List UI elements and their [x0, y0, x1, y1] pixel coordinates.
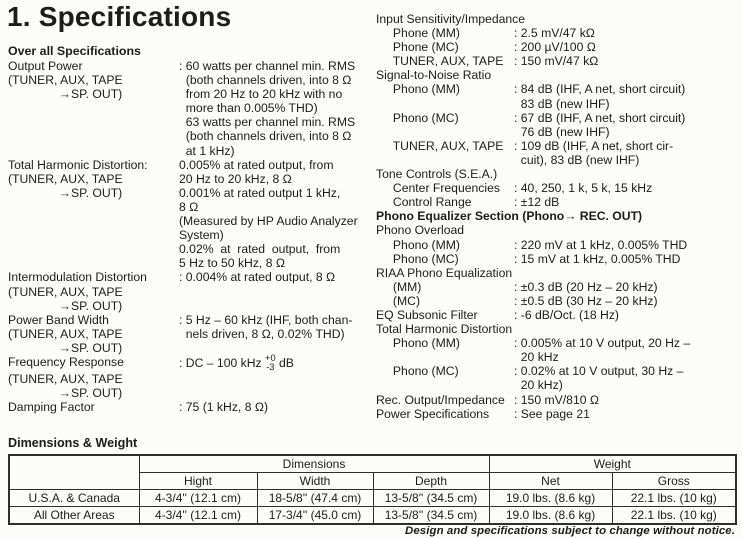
spec-value [514, 223, 742, 237]
spec-value [514, 266, 742, 280]
spec-line [376, 12, 742, 26]
spec-value: 5 Hz to 50 kHz, 8 Ω [179, 256, 285, 271]
cell-depth: 13-5/8'' (34.5 cm) [373, 490, 489, 507]
spec-value: 20 kHz) [514, 378, 563, 393]
spec-line [376, 378, 742, 392]
spec-value: (both channels driven, into 8 Ω [179, 73, 352, 88]
spec-line [8, 242, 376, 256]
spec-line [376, 223, 742, 237]
spec-line [8, 256, 376, 270]
spec-value: 20 kHz [514, 350, 559, 365]
spec-label: →SP. OUT) [8, 340, 123, 355]
spec-value [642, 209, 742, 223]
spec-label: Total Harmonic Distortion: [8, 157, 148, 172]
spec-label [376, 125, 514, 139]
spec-label: Damping Factor [8, 400, 95, 415]
overall-specifications-column [8, 44, 376, 414]
spec-label: TUNER, AUX, TAPE [376, 138, 504, 153]
spec-value: : ±0.3 dB (20 Hz – 20 kHz) [514, 279, 658, 294]
col-header-gross: Gross [612, 473, 736, 490]
spec-label: TUNER, AUX, TAPE [376, 54, 504, 69]
col-header-net: Net [489, 473, 612, 490]
spec-line [8, 327, 376, 341]
spec-label: Phono (MM) [376, 336, 460, 351]
spec-line [376, 280, 742, 294]
spec-label: (TUNER, AUX, TAPE [8, 284, 123, 299]
spec-value: (Measured by HP Audio Analyzer [179, 214, 358, 229]
spec-value [525, 12, 742, 26]
spec-label: (MM) [376, 279, 422, 294]
spec-line [376, 350, 742, 364]
footer-disclaimer: Design and specifications subject to change without notice. [405, 525, 735, 537]
spec-line [8, 372, 376, 386]
spec-value: : See page 21 [514, 406, 590, 421]
spec-value: at 1 kHz) [179, 143, 235, 158]
spec-line [376, 322, 742, 336]
tolerance-upper: +0 [265, 352, 276, 363]
spec-label: Phone (MM) [376, 26, 460, 41]
spec-label: Rec. Output/Impedance [376, 392, 505, 407]
region-label: All Other Areas [9, 507, 139, 525]
spec-line [376, 68, 742, 82]
spec-value: from 20 Hz to 20 kHz with no [179, 87, 343, 102]
cell-hight: 4-3/4'' (12.1 cm) [139, 490, 257, 507]
spec-line [376, 82, 742, 96]
spec-label: Signal-to-Noise Ratio [376, 68, 492, 83]
spec-line [8, 144, 376, 158]
spec-value: : 0.02% at 10 V output, 30 Hz – [514, 364, 684, 379]
spec-line [8, 386, 376, 400]
spec-line [376, 364, 742, 378]
spec-label: →SP. OUT) [8, 185, 123, 200]
spec-line [8, 115, 376, 129]
dimensions-weight-section [8, 436, 735, 525]
spec-label: (TUNER, AUX, TAPE [8, 372, 123, 387]
spec-value: : 109 dB (IHF, A net, short cir- [514, 138, 674, 153]
spec-line [8, 400, 376, 414]
spec-line [8, 186, 376, 200]
spec-line [8, 172, 376, 186]
spec-line [376, 40, 742, 54]
spec-label [8, 144, 179, 158]
col-header-depth: Depth [373, 473, 489, 490]
cell-hight: 4-3/4'' (12.1 cm) [139, 507, 257, 525]
spec-label: →SP. OUT) [8, 386, 123, 401]
spec-value: : -6 dB/Oct. (18 Hz) [514, 307, 619, 322]
spec-label: Intermodulation Distortion [8, 270, 147, 285]
group-header-weight: Weight [489, 455, 736, 473]
spec-line [376, 139, 742, 153]
spec-value: 8 Ω [179, 199, 199, 214]
spec-line [8, 59, 376, 73]
spec-value: : ±0.5 dB (30 Hz – 20 kHz) [514, 293, 658, 308]
spec-line [8, 270, 376, 284]
spec-line [376, 308, 742, 322]
spec-value: (both channels driven, into 8 Ω [179, 129, 352, 144]
spec-value: : 75 (1 kHz, 8 Ω) [179, 400, 269, 415]
overall-specifications-header: Over all Specifications [8, 44, 141, 58]
spec-line [8, 352, 376, 372]
spec-value [179, 341, 376, 355]
table-row-usa-canada [9, 490, 736, 507]
spec-line [376, 336, 742, 350]
spec-value [179, 352, 376, 372]
overall-specifications-lines [8, 59, 376, 414]
spec-value: : ±12 dB [514, 195, 560, 210]
spec-label [8, 200, 179, 214]
spec-value [179, 372, 376, 386]
spec-label: Power Band Width [8, 312, 109, 327]
spec-value: : 220 mV at 1 kHz, 0.005% THD [514, 237, 688, 252]
spec-value [514, 167, 742, 181]
spec-line [8, 313, 376, 327]
spec-label: Output Power [8, 59, 83, 73]
spec-label [8, 101, 179, 115]
tolerance-lower: -3 [266, 361, 275, 372]
spec-line [8, 200, 376, 214]
spec-line [376, 125, 742, 139]
spec-label: (TUNER, AUX, TAPE [8, 171, 123, 186]
spec-value: : 84 dB (IHF, A net, short circuit) [514, 82, 686, 97]
spec-value: 0.001% at rated output 1 kHz, [179, 185, 341, 200]
table-row-all-other-areas [9, 507, 736, 525]
dimensions-weight-title: Dimensions & Weight [8, 436, 138, 450]
spec-label: Input Sensitivity/Impedance [376, 12, 526, 26]
spec-label: Total Harmonic Distortion [376, 322, 513, 337]
spec-line [8, 101, 376, 115]
col-header-width: Width [257, 473, 373, 490]
spec-value: 0.02% at rated output, from [179, 242, 341, 257]
spec-line [376, 195, 742, 209]
region-label: U.S.A. & Canada [9, 490, 139, 507]
spec-label: (TUNER, AUX, TAPE [8, 326, 123, 341]
spec-value: : 0.004% at rated output, 8 Ω [179, 270, 336, 285]
spec-value: : 60 watts per channel min. RMS [179, 59, 356, 73]
spec-line [376, 407, 742, 421]
spec-line [376, 209, 742, 223]
frac-pre: : DC – 100 kHz [179, 355, 266, 370]
spec-value: cuit), 83 dB (new IHF) [514, 152, 640, 167]
spec-value: : 2.5 mV/47 kΩ [514, 26, 595, 41]
spec-label [8, 228, 179, 242]
spec-line [376, 181, 742, 195]
spec-label [376, 153, 514, 167]
spec-label: →SP. OUT) [8, 87, 123, 102]
spec-line [8, 228, 376, 242]
spec-label [376, 350, 514, 364]
spec-label [8, 214, 179, 228]
spec-line [376, 153, 742, 167]
spec-line [376, 393, 742, 407]
spec-label: Phono (MM) [376, 82, 460, 97]
cell-net: 19.0 lbs. (8.6 kg) [489, 507, 612, 525]
spec-line [8, 87, 376, 101]
spec-value: 83 dB (new IHF) [514, 96, 610, 111]
spec-value: : 0.005% at 10 V output, 20 Hz – [514, 336, 691, 351]
spec-label: Phono (MC) [376, 364, 459, 379]
spec-value: : 5 Hz – 60 kHz (IHF, both chan- [179, 312, 353, 327]
spec-value: : 200 µV/100 Ω [514, 40, 596, 55]
spec-line [376, 54, 742, 68]
spec-line [8, 129, 376, 143]
spec-value: : 150 mV/47 kΩ [514, 54, 599, 69]
spec-value [179, 299, 376, 313]
cell-net: 19.0 lbs. (8.6 kg) [489, 490, 612, 507]
spec-value [179, 386, 376, 400]
spec-line [8, 73, 376, 87]
spec-label: (MC) [376, 293, 421, 308]
spec-line [376, 252, 742, 266]
cell-gross: 22.1 lbs. (10 kg) [612, 507, 736, 525]
spec-value [179, 285, 376, 299]
spec-label: Phono (MM) [376, 237, 460, 252]
spec-label: Frequency Response [8, 354, 124, 369]
spec-value [514, 322, 742, 336]
spec-value: System) [179, 228, 224, 243]
spec-value: more than 0.005% THD) [179, 101, 318, 116]
spec-label: Phono Overload [376, 223, 465, 238]
spec-line [376, 294, 742, 308]
spec-label [8, 242, 179, 256]
spec-label [8, 115, 179, 129]
spec-line [8, 341, 376, 355]
spec-label: RIAA Phono Equalization [376, 265, 513, 280]
page-title: 1. Specifications [7, 1, 232, 32]
frac-post: dB [275, 355, 294, 370]
spec-label [376, 378, 514, 392]
spec-label: Phono (MC) [376, 110, 459, 125]
spec-value: 20 Hz to 20 kHz, 8 Ω [179, 171, 292, 186]
spec-line [8, 214, 376, 228]
spec-value: : 67 dB (IHF, A net, short circuit) [514, 110, 686, 125]
spec-line [376, 266, 742, 280]
cell-depth: 13-5/8'' (34.5 cm) [373, 507, 489, 525]
spec-line [376, 167, 742, 181]
spec-line [8, 158, 376, 172]
spec-value: : 40, 250, 1 k, 5 k, 15 kHz [514, 181, 653, 196]
spec-value: 0.005% at rated output, from [179, 157, 334, 172]
spec-line [8, 299, 376, 313]
group-header-dimensions: Dimensions [139, 455, 489, 473]
spec-label: Power Specifications [376, 406, 490, 421]
spec-line [376, 238, 742, 252]
spec-value [514, 68, 742, 82]
spec-line [376, 26, 742, 40]
spec-label: Center Frequencies [376, 181, 500, 196]
cell-gross: 22.1 lbs. (10 kg) [612, 490, 736, 507]
dimensions-weight-table [8, 454, 737, 525]
spec-label: Control Range [376, 195, 472, 210]
cell-width: 17-3/4'' (45.0 cm) [257, 507, 373, 525]
detail-specifications-column [376, 12, 742, 421]
detail-specifications-lines [376, 12, 742, 421]
spec-value: : 150 mV/810 Ω [514, 392, 599, 407]
cell-width: 18-5/8'' (47.4 cm) [257, 490, 373, 507]
spec-line [8, 285, 376, 299]
spec-label [8, 256, 179, 270]
spec-label: Phone (MC) [376, 40, 459, 55]
col-header-hight: Hight [139, 473, 257, 490]
spec-label: Tone Controls (S.E.A.) [376, 167, 498, 182]
spec-value: 63 watts per channel min. RMS [179, 115, 356, 130]
spec-line [376, 111, 742, 125]
spec-label: EQ Subsonic Filter [376, 307, 478, 322]
spec-line [376, 97, 742, 111]
spec-label [376, 97, 514, 111]
spec-label: Phono (MC) [376, 251, 459, 266]
spec-value: nels driven, 8 Ω, 0.02% THD) [179, 326, 345, 341]
spec-label: (TUNER, AUX, TAPE [8, 73, 123, 88]
table-group-header-row [9, 455, 736, 473]
spec-value: : 15 mV at 1 kHz, 0.005% THD [514, 251, 681, 266]
spec-value: 76 dB (new IHF) [514, 124, 610, 139]
spec-label: →SP. OUT) [8, 298, 123, 313]
tolerance-stack [265, 354, 276, 371]
spec-label: Phono Equalizer Section (Phono→ REC. OUT) [376, 209, 643, 224]
spec-label [8, 129, 179, 143]
table-corner-cell [9, 455, 139, 490]
